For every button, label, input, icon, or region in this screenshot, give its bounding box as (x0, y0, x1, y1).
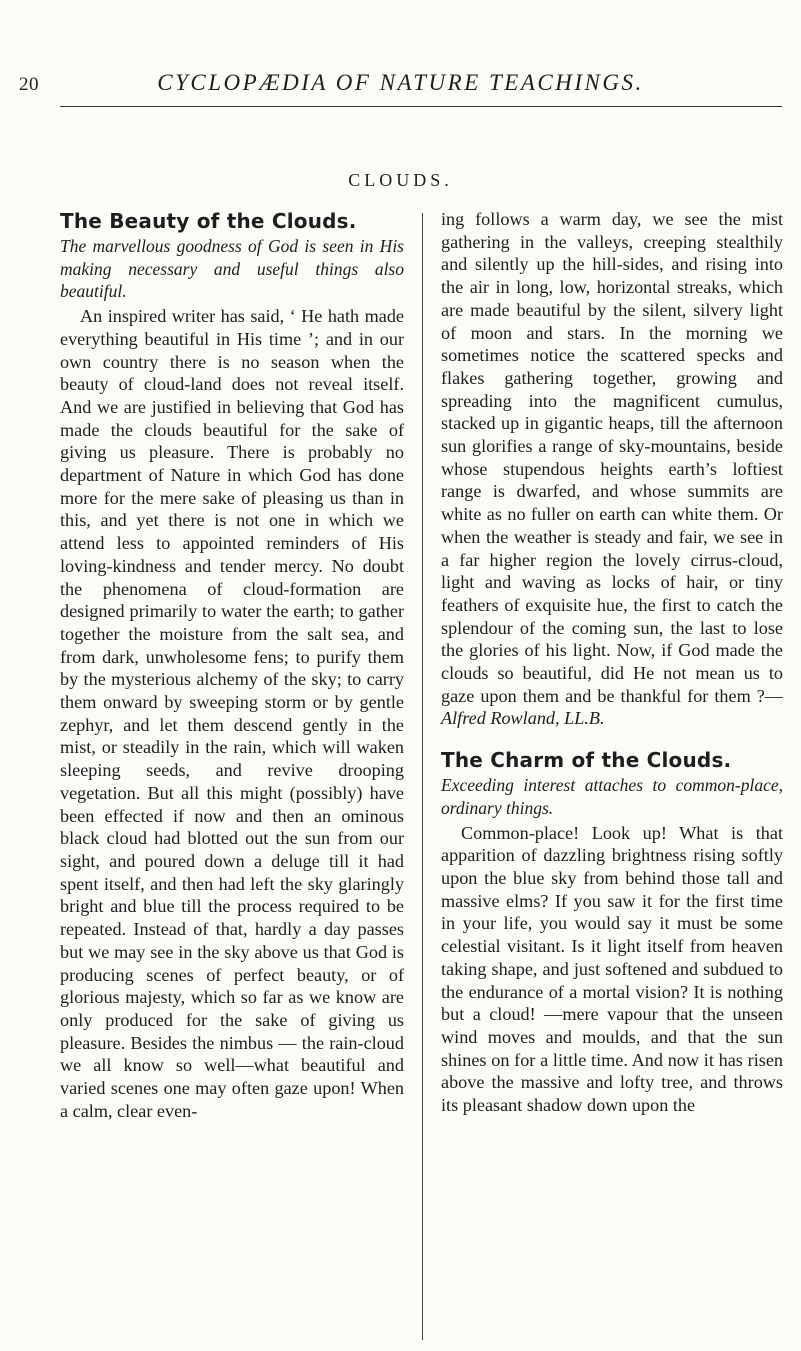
column-divider (422, 213, 423, 1340)
header-rule (60, 106, 782, 107)
article-subtitle: The marvellous goodness of God is seen in His making necessary and useful things also beautiful. (60, 236, 404, 302)
article-title: The Charm of the Clouds. (441, 748, 732, 773)
left-column (60, 208, 404, 1122)
article-title: The Beauty of the Clouds. (60, 209, 357, 233)
article-body-continued (441, 208, 783, 730)
article-body: Common-place! Look up! What is that apparition of dazzling brightness rising softly upon the blue sky from behind those tall and massive elms? If you saw it for the first time in your life, you would say it must be some celestial visitant. Is it light itself from heaven taking shape, and just softened and subdued to the endurance of a mortal vision? It is nothing but a cloud! —mere vapour that the unseen wind moves and moulds, and that the sun shines on for a little time. And now it has risen above the massive and lofty tree, and throws its pleasant shadow down upon the (441, 822, 783, 1116)
article-body-text: ing follows a warm day, we see the mist gathering in the valleys, creeping stealthily and silently up the hill-sides, and rising into the air in long, low, horizontal streaks, which are made beautiful by the silent, silvery light of moon and stars. In the morning we sometimes notice the scattered specks and flakes gathering together, growing and spreading into the magnificent cumulus, stacked up in gigantic heaps, till the afternoon sun glorifies a range of sky-mountains, beside whose stupendous heights earth’s loftiest range is dwarfed, and whose summits are white as no fuller on earth can white them. Or when the weather is steady and fair, we see in a far higher region the lovely cirrus-cloud, light and waving as locks of hair, or tiny feathers of exquisite hue, the first to catch the splendour of the coming sun, the last to lose the glories of his light. Now, if God made the clouds so beautiful, did He not mean us to gaze upon them and be thankful for them ?— (441, 209, 783, 706)
article-separator (441, 730, 783, 747)
article-subtitle: Exceeding interest attaches to common-place, ordinary things. (441, 775, 783, 818)
section-title: CLOUDS. (348, 170, 453, 190)
running-head: CYCLOPÆDIA OF NATURE TEACHINGS. (157, 70, 644, 95)
page-number: 20 (19, 74, 39, 95)
right-column (441, 208, 783, 1117)
article-signature: Alfred Rowland, LL.B. (441, 708, 605, 729)
article-body: An inspired writer has said, ‘ He hath made everything beautiful in His time ’; and in our own country there is no season when the beauty of cloud-land does not reveal itself. And we are justified in believing that God has made the clouds beautiful for the sake of giving us pleasure. There is probably no department of Nature in which God has done more for the mere sake of pleasing us than in this, and yet there is not one in which we attend less to appointed reminders of His loving-kindness and tender mercy. No doubt the phenomena of cloud-formation are designed primarily to water the earth; to gather together the moisture from the salt sea, and from dark, unwholesome fens; to purify them by the mysterious alchemy of the sky; to carry them onward by sweeping storm or by gentle zephyr, and let them descend gently in the mist, or steadily in the rain, which will waken sleeping seeds, and revive drooping vegetation. But all this might (possibly) have been effected if now and then an ominous black cloud had blotted out the sun from our sight, and poured down a deluge till it had spent itself, and then had left the sky glaringly bright and blue till the process required to be repeated. Instead of that, hardly a day passes but we may see in the sky above us that God is producing scenes of perfect beauty, or of glorious majesty, which so far as we know are only produced for the sake of giving us pleasure. Besides the nimbus — the rain-cloud we all know so well—what beautiful and varied scenes one may often gaze upon! When a calm, clear even- (60, 306, 404, 1121)
